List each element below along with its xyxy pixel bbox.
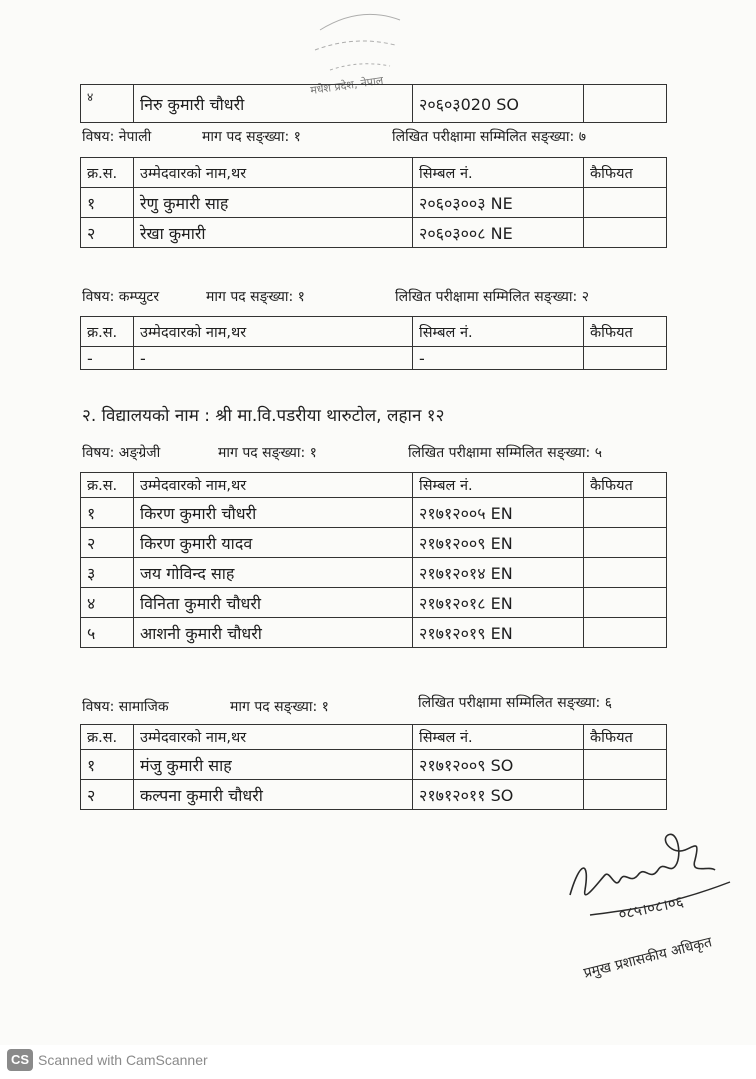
name-cell: विनिता कुमारी चौधरी: [134, 588, 413, 618]
remarks-cell: [584, 618, 667, 648]
header-name: उम्मेदवारको नाम,थर: [134, 317, 413, 347]
signature-date: ०८५।०८।०६: [616, 892, 686, 924]
symbol-cell: २०६०३००३ NE: [413, 188, 584, 218]
remarks-cell: [584, 780, 667, 810]
table-row: [81, 85, 667, 123]
header-symbol: सिम्बल नं.: [413, 317, 584, 347]
serial-cell: ४: [81, 588, 134, 618]
remarks-cell: [584, 750, 667, 780]
office-stamp: [300, 0, 420, 98]
symbol-cell: २१७१२००९ SO: [413, 750, 584, 780]
header-remarks: कैफियत: [584, 473, 667, 498]
symbol-cell: २०६०३००८ NE: [413, 218, 584, 248]
header-serial: क्र.स.: [81, 725, 134, 750]
symbol-cell: २१७१२०१४ EN: [413, 558, 584, 588]
demand-count: माग पद सङ्ख्या: १: [218, 445, 317, 461]
subject-label: विषय: अङ्ग्रेजी: [82, 445, 161, 461]
name-cell: रेणु कुमारी साह: [134, 188, 413, 218]
name-cell: मंजु कुमारी साह: [134, 750, 413, 780]
table-header-row: [81, 725, 667, 750]
name-cell: जय गोविन्द साह: [134, 558, 413, 588]
header-symbol: सिम्बल नं.: [413, 158, 584, 188]
header-name: उम्मेदवारको नाम,थर: [134, 158, 413, 188]
remarks-cell: [584, 188, 667, 218]
serial-cell: ३: [81, 558, 134, 588]
table-header-row: [81, 317, 667, 347]
serial-cell: २: [81, 780, 134, 810]
remarks-cell: [584, 218, 667, 248]
table-row: [81, 188, 667, 218]
school-heading: २. विद्यालयको नाम : श्री मा.वि.पडरीया थारुटोल, लहान १२: [82, 406, 445, 426]
header-serial: क्र.स.: [81, 158, 134, 188]
symbol-cell: २१७१२०१९ EN: [413, 618, 584, 648]
remarks-cell: [584, 558, 667, 588]
table-row: [81, 558, 667, 588]
serial-cell: ४: [81, 85, 134, 123]
subject-label: विषय: नेपाली: [82, 129, 152, 145]
remarks-cell: [584, 347, 667, 370]
included-count: लिखित परीक्षामा सम्मिलित सङ्ख्या: ७: [392, 129, 587, 145]
name-cell: निरु कुमारी चौधरी: [134, 85, 413, 123]
demand-count: माग पद सङ्ख्या: १: [230, 699, 329, 715]
table-row: [81, 750, 667, 780]
social-table: [80, 724, 667, 810]
header-symbol: सिम्बल नं.: [413, 725, 584, 750]
serial-cell: २: [81, 528, 134, 558]
name-cell: कल्पना कुमारी चौधरी: [134, 780, 413, 810]
demand-count: माग पद सङ्ख्या: १: [202, 129, 301, 145]
header-serial: क्र.स.: [81, 473, 134, 498]
remarks-cell: [584, 498, 667, 528]
signature-block: [560, 820, 756, 1010]
header-remarks: कैफियत: [584, 317, 667, 347]
name-cell: रेखा कुमारी: [134, 218, 413, 248]
header-remarks: कैफियत: [584, 725, 667, 750]
table-row: [81, 588, 667, 618]
symbol-cell: २१७१२०११ SO: [413, 780, 584, 810]
english-table: [80, 472, 667, 648]
serial-cell: १: [81, 750, 134, 780]
symbol-cell: २१७१२००५ EN: [413, 498, 584, 528]
symbol-cell: २१७१२०१८ EN: [413, 588, 584, 618]
top-continuation-table: [80, 84, 667, 123]
camscanner-text: Scanned with CamScanner: [38, 1052, 208, 1068]
serial-cell: २: [81, 218, 134, 248]
symbol-cell: -: [413, 347, 584, 370]
name-cell: -: [134, 347, 413, 370]
signatory-title: प्रमुख प्रशासकीय अधिकृत: [582, 934, 714, 982]
table-header-row: [81, 473, 667, 498]
header-serial: क्र.स.: [81, 317, 134, 347]
included-count: लिखित परीक्षामा सम्मिलित सङ्ख्या: २: [395, 289, 590, 305]
demand-count: माग पद सङ्ख्या: १: [206, 289, 305, 305]
header-name: उम्मेदवारको नाम,थर: [134, 473, 413, 498]
nepali-table: [80, 157, 667, 248]
stamp-text: मधेश प्रदेश, नेपाल: [309, 73, 385, 98]
serial-cell: -: [81, 347, 134, 370]
symbol-cell: २०६०३020 SO: [413, 85, 584, 123]
camscanner-logo: CS: [7, 1049, 33, 1071]
serial-cell: ५: [81, 618, 134, 648]
table-header-row: [81, 158, 667, 188]
header-remarks: कैफियत: [584, 158, 667, 188]
table-row: [81, 528, 667, 558]
header-name: उम्मेदवारको नाम,थर: [134, 725, 413, 750]
name-cell: किरण कुमारी यादव: [134, 528, 413, 558]
included-count: लिखित परीक्षामा सम्मिलित सङ्ख्या: ५: [408, 445, 603, 461]
name-cell: आशनी कुमारी चौधरी: [134, 618, 413, 648]
name-cell: किरण कुमारी चौधरी: [134, 498, 413, 528]
remarks-cell: [584, 85, 667, 123]
table-row: [81, 347, 667, 370]
header-symbol: सिम्बल नं.: [413, 473, 584, 498]
included-count: लिखित परीक्षामा सम्मिलित सङ्ख्या: ६: [418, 695, 613, 711]
symbol-cell: २१७१२००९ EN: [413, 528, 584, 558]
remarks-cell: [584, 588, 667, 618]
computer-table: [80, 316, 667, 370]
subject-label: विषय: कम्प्युटर: [82, 289, 160, 305]
subject-label: विषय: सामाजिक: [82, 699, 169, 715]
serial-cell: १: [81, 188, 134, 218]
table-row: [81, 218, 667, 248]
table-row: [81, 780, 667, 810]
table-row: [81, 618, 667, 648]
serial-cell: १: [81, 498, 134, 528]
remarks-cell: [584, 528, 667, 558]
table-row: [81, 498, 667, 528]
